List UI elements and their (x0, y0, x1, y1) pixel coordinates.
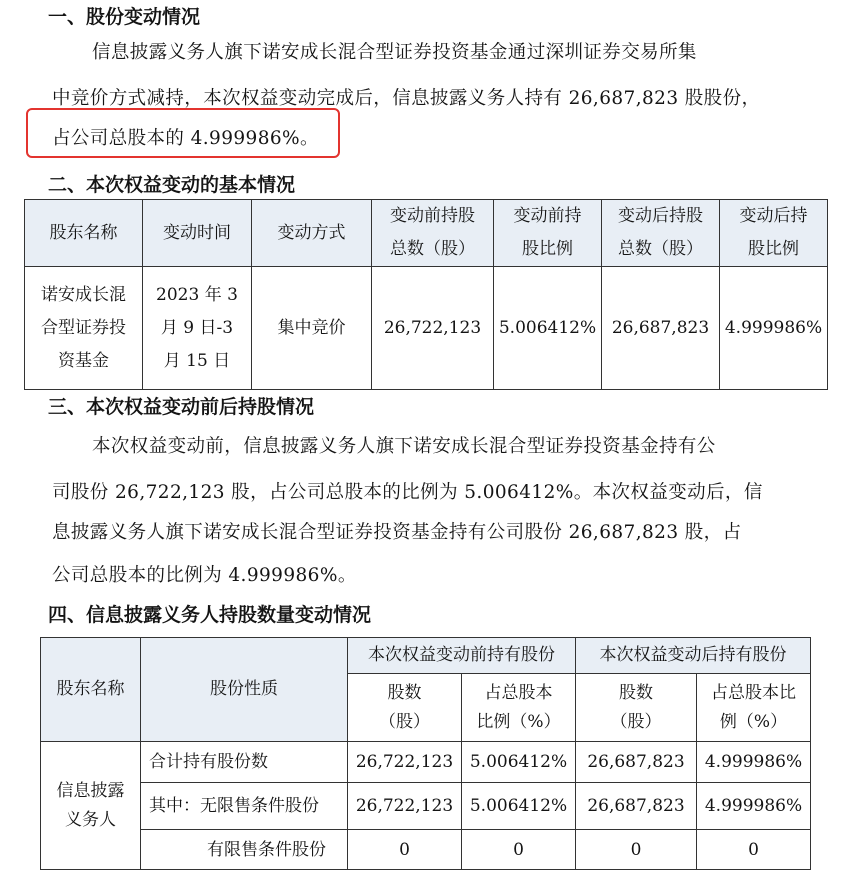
cell-before-total: 26,722,123 (372, 267, 494, 390)
cell-after-total: 26,687,823 (602, 267, 720, 390)
header-cell-after-group: 本次权益变动后持有股份 (576, 638, 811, 674)
subheader-after-shares: 股数 （股） (576, 674, 697, 742)
row-unrestricted-before-shares: 26,722,123 (348, 783, 462, 830)
header-cell-after-total: 变动后持股 总数（股） (602, 200, 720, 267)
cell-holder: 信息披露 义务人 (41, 742, 141, 870)
row-restricted-before-shares: 0 (348, 830, 462, 870)
row-unrestricted-before-ratio: 5.006412% (462, 783, 576, 830)
row-total-before-ratio: 5.006412% (462, 742, 576, 783)
section-3-line-3: 息披露义务人旗下诺安成长混合型证券投资基金持有公司股份 26,687,823 股，占 (52, 522, 742, 543)
change-basic-table (24, 199, 828, 390)
section-1-line-2: 中竞价方式减持，本次权益变动完成后，信息披露义务人持有 26,687,823 股股份， (52, 88, 761, 109)
header-cell-before-ratio: 变动前持 股比例 (494, 200, 602, 267)
header-cell-name: 股东名称 (25, 200, 143, 267)
cell-change-method: 集中竞价 (252, 267, 372, 390)
section-3-line-1: 本次权益变动前，信息披露义务人旗下诺安成长混合型证券投资基金持有公 (92, 436, 716, 457)
cell-after-ratio: 4.999986% (720, 267, 828, 390)
row-unrestricted-type: 其中：无限售条件股份 (141, 783, 348, 830)
row-restricted-after-shares: 0 (576, 830, 697, 870)
header-cell-share-type: 股份性质 (141, 638, 348, 742)
row-unrestricted-after-ratio: 4.999986% (697, 783, 811, 830)
row-total-after-ratio: 4.999986% (697, 742, 811, 783)
cell-change-time: 2023 年 3 月 9 日-3 月 15 日 (143, 267, 252, 390)
header-cell-time: 变动时间 (143, 200, 252, 267)
header-cell-after-ratio: 变动后持 股比例 (720, 200, 828, 267)
highlight-box (26, 108, 340, 158)
holding-change-table (40, 637, 811, 870)
section-4-heading: 四、信息披露义务人持股数量变动情况 (48, 604, 372, 626)
header-cell-holder: 股东名称 (41, 638, 141, 742)
header-cell-before-total: 变动前持股 总数（股） (372, 200, 494, 267)
subheader-after-ratio: 占总股本比 例（%） (697, 674, 811, 742)
header-cell-method: 变动方式 (252, 200, 372, 267)
section-3-line-4: 公司总股本的比例为 4.999986%。 (52, 565, 357, 586)
section-1-line-3: 占公司总股本的 4.999986%。 (52, 128, 319, 149)
cell-holder-name: 诺安成长混 合型证券投 资基金 (25, 267, 143, 390)
subheader-before-shares: 股数 （股） (348, 674, 462, 742)
subheader-before-ratio: 占总股本 比例（%） (462, 674, 576, 742)
row-restricted-before-ratio: 0 (462, 830, 576, 870)
row-total-after-shares: 26,687,823 (576, 742, 697, 783)
row-unrestricted-after-shares: 26,687,823 (576, 783, 697, 830)
row-total-type: 合计持有股份数 (141, 742, 348, 783)
section-1-line-1: 信息披露义务人旗下诺安成长混合型证券投资基金通过深圳证券交易所集 (92, 42, 697, 63)
cell-before-ratio: 5.006412% (494, 267, 602, 390)
section-3-line-2: 司股份 26,722,123 股，占公司总股本的比例为 5.006412%。本次权益变动后，信 (52, 482, 763, 503)
row-restricted-after-ratio: 0 (697, 830, 811, 870)
section-1-heading: 一、股份变动情况 (48, 6, 201, 28)
row-total-before-shares: 26,722,123 (348, 742, 462, 783)
row-restricted-type: 有限售条件股份 (141, 830, 348, 870)
section-3-heading: 三、本次权益变动前后持股情况 (48, 396, 315, 418)
header-cell-before-group: 本次权益变动前持有股份 (348, 638, 576, 674)
section-2-heading: 二、本次权益变动的基本情况 (48, 174, 296, 196)
